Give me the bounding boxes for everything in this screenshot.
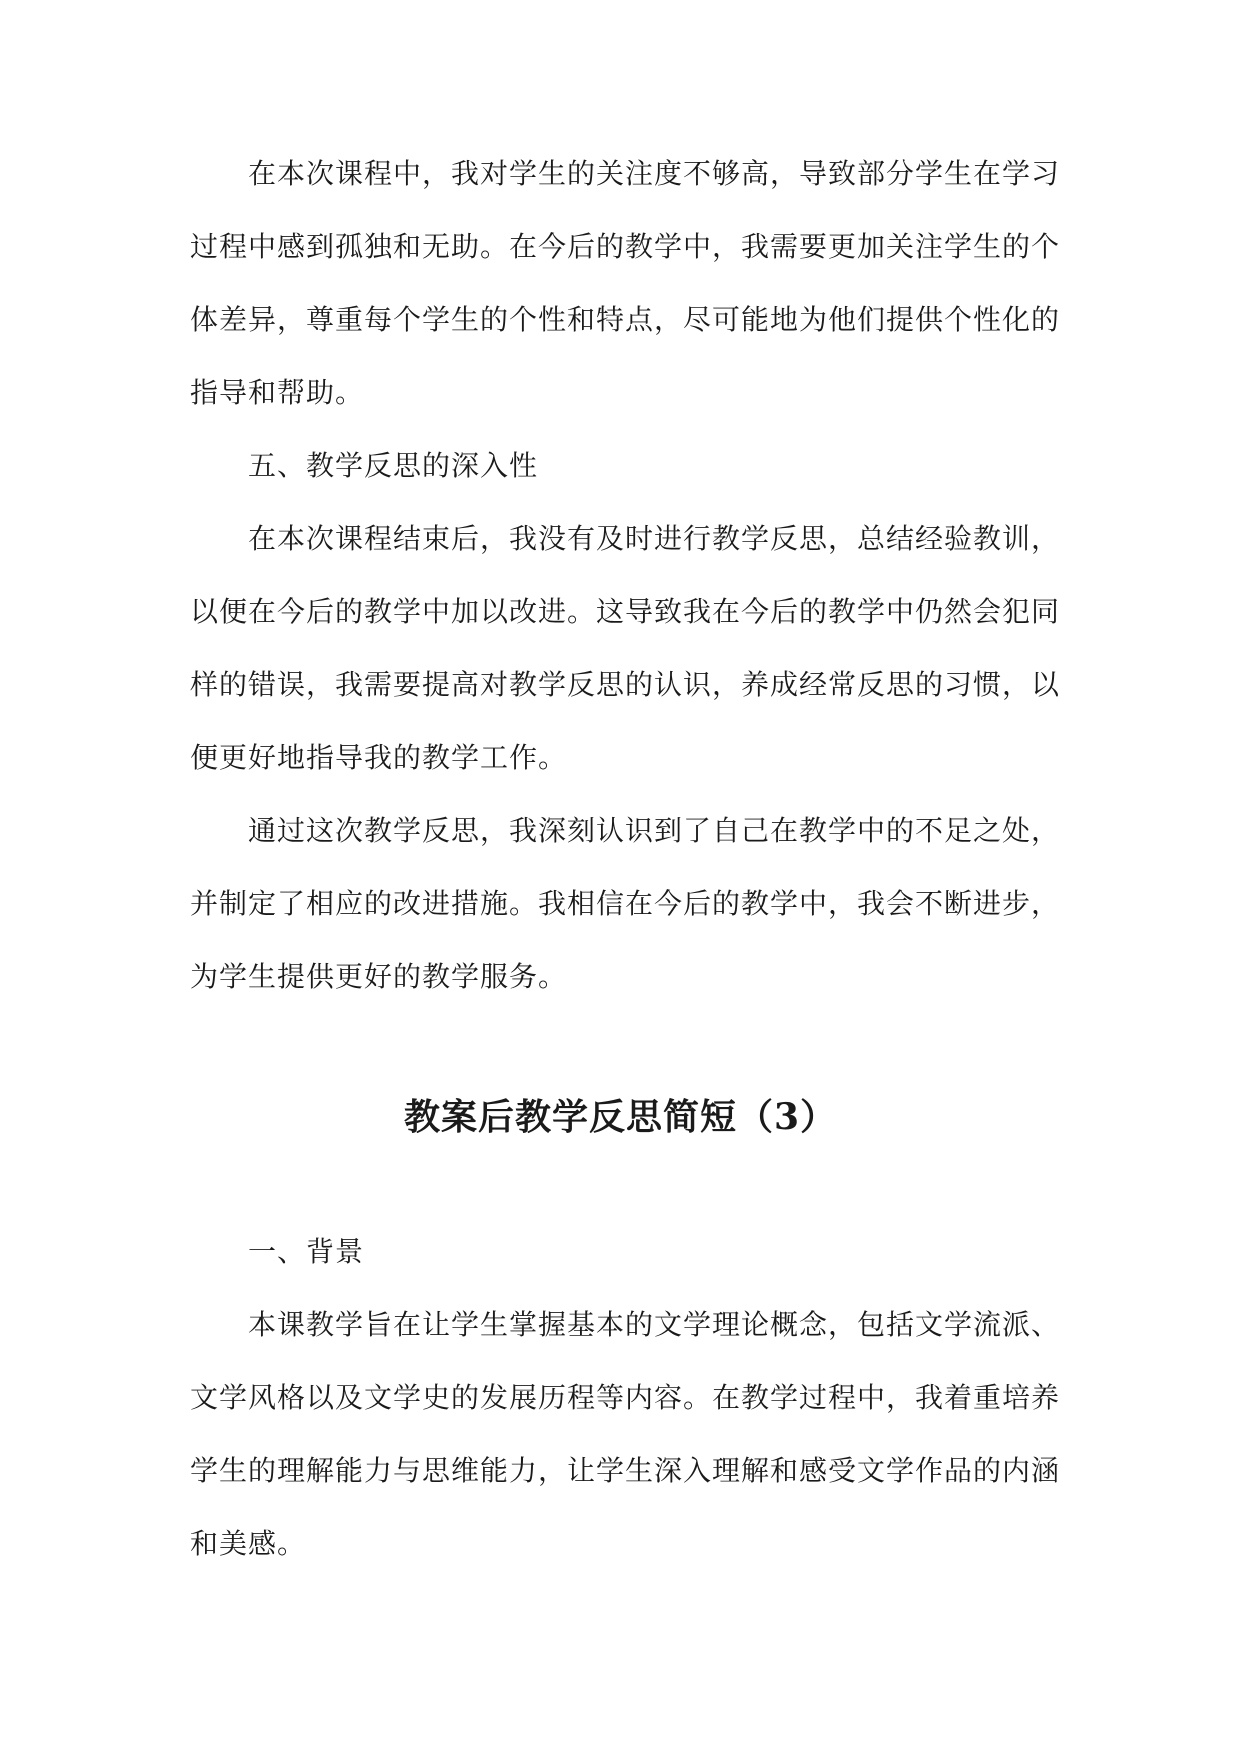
subheading-reflection-depth: 五、教学反思的深入性 xyxy=(248,449,539,482)
subheading-background: 一、背景 xyxy=(248,1235,365,1268)
paragraph-conclusion: 通过这次教学反思，我深刻认识到了自己在教学中的不足之处，并制定了相应的改进措施。我相信在今后的教学中，我会不断进步，为学生提供更好的教学服务。 xyxy=(190,814,1061,993)
section-previous-content xyxy=(190,137,1060,1013)
section-new-content xyxy=(190,1215,1060,1580)
document-title: 教案后教学反思简短（3） xyxy=(403,1096,838,1138)
paragraph-reflection: 在本次课程结束后，我没有及时进行教学反思，总结经验教训，以便在今后的教学中加以改进。这导致我在今后的教学中仍然会犯同样的错误，我需要提高对教学反思的认识，养成经常反思的习惯，以便更好地指导我的教学工作。 xyxy=(190,522,1061,774)
paragraph-attention: 在本次课程中，我对学生的关注度不够高，导致部分学生在学习过程中感到孤独和无助。在今后的教学中，我需要更加关注学生的个体差异，尊重每个学生的个性和特点，尽可能地为他们提供个性化的指导和帮助。 xyxy=(190,157,1061,409)
paragraph-background: 本课教学旨在让学生掌握基本的文学理论概念，包括文学流派、文学风格以及文学史的发展历程等内容。在教学过程中，我着重培养学生的理解能力与思维能力，让学生深入理解和感受文学作品的内涵和美感。 xyxy=(190,1308,1061,1560)
